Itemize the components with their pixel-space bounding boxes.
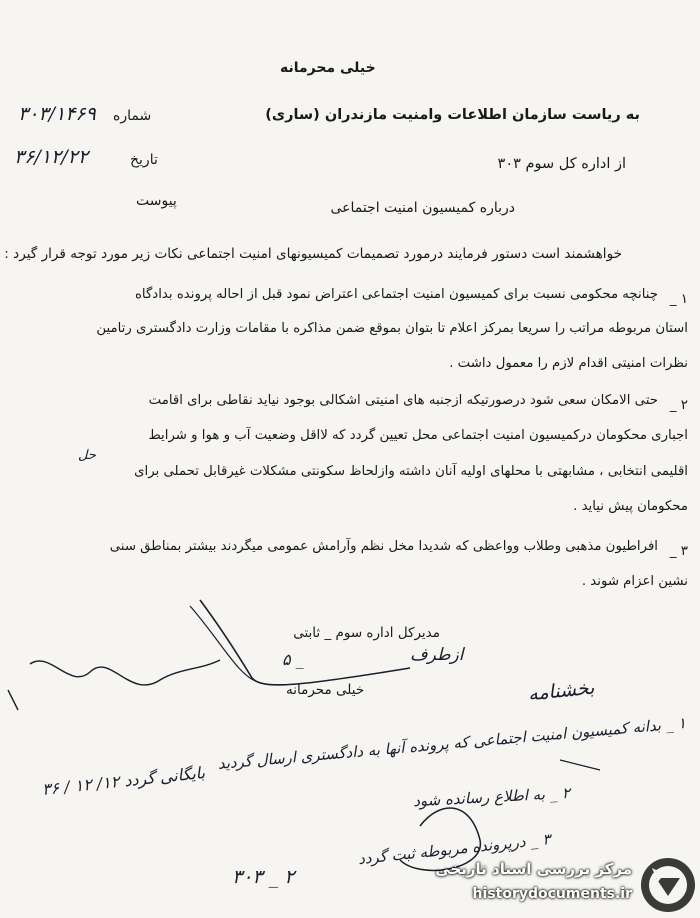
handwritten-note-line-3: ۳ _ درپرونده مربوطه ثبت گردد	[356, 830, 551, 869]
item-2-line-3: اقلیمی انتخابی ، مشابهتی با محلهای اولیه آنان داشته وازلحاظ سکونتی مشکلات غیرقابل تحملی برای	[134, 464, 688, 479]
margin-scribble	[30, 660, 220, 685]
signature-stroke	[200, 600, 410, 685]
signatory-title: مدیرکل اداره سوم _ ثابتی	[293, 625, 440, 641]
item-2-line-1: حتی الامکان سعی شود درصورتیکه ازجنبه های امنیتی اشکالی بوجود نیاید نقاطی برای اقامت	[148, 393, 658, 408]
archive-logo-icon	[638, 856, 698, 914]
watermark-text: مرکز بررسی اسناد تاریخی	[435, 860, 632, 878]
item-3-number: ۳ _	[669, 543, 688, 559]
watermark-url: historydocuments.ir	[472, 886, 632, 902]
date-label: تاریخ	[130, 152, 158, 168]
item-3-line-2: نشین اعزام شوند .	[581, 574, 688, 589]
handwritten-note-line-1: ۱ _ بدانه کمیسیون امنیت اجتماعی که پرونده آنها به دادگستری ارسال گردید	[217, 714, 687, 773]
signature-mark: ۵ _	[282, 650, 304, 669]
item-2-line-2: اجباری محکومان درکمیسیون امنیت اجتماعی محل تعیین گردد که لااقل وضعیت آب و هوا و شرایط	[148, 428, 688, 443]
margin-tick	[8, 690, 18, 710]
date-value: ۳۶/۱۲/۲۲	[14, 146, 89, 168]
attachment-label: پیوست	[136, 193, 177, 209]
handwritten-note-line-2: ۲ _ به اطلاع رسانده شود	[412, 784, 571, 811]
item-2-number: ۲ _	[669, 397, 688, 413]
number-label: شماره	[113, 108, 152, 124]
handwritten-date-scrawl: بایگانی گردد ۱۲/ ۱۲ / ۳۶	[41, 762, 206, 799]
item-1-line-3: نظرات امنیتی اقدام لازم را معمول داشت .	[449, 356, 688, 371]
item-1-number: ۱ _	[669, 291, 688, 307]
sender-line: از اداره کل سوم ۳۰۳	[497, 156, 626, 172]
item-3-line-1: افراطیون مذهبی وطلاب وواعظی که شدیدا مخل نظم وآرامش عمومی میگردند بیشتر بمناطق سنی	[109, 539, 658, 554]
watermark	[402, 856, 698, 916]
item-2-line-4: محکومان پیش نیاید .	[573, 499, 688, 514]
recipient-line: به ریاست سازمان اطلاعات وامنیت مازندران (ساری)	[265, 107, 640, 123]
signature-initials: ازطرف	[410, 645, 464, 665]
item-1-line-2: استان مربوطه مراتب را سریعا بمرکز اعلام تا بتوان بموقع ضمن مذاکره با مقامات وزارت دادگستری رتامین	[96, 321, 688, 336]
item-1-line-1: چنانچه محکومی نسبت برای کمیسیون امنیت اجتماعی اعتراض نمود قبل از احاله پرونده بدادگاه	[134, 287, 658, 302]
classification-footer: خیلی محرمانه	[286, 682, 365, 698]
subject-line: درباره کمیسیون امنیت اجتماعی	[330, 200, 515, 216]
dash-stroke	[560, 760, 600, 770]
intro-paragraph: خواهشمند است دستور فرمایند درمورد تصمیمات کمیسیونهای امنیت اجتماعی نکات زیر مورد توجه قرار گیرد :	[4, 246, 622, 262]
classification-header: خیلی محرمانه	[280, 60, 376, 76]
handwritten-code-scrawl: ۳۰۳ _ ۲	[232, 866, 295, 888]
handwritten-note-heading: بخشنامه	[527, 676, 596, 706]
item-2-handwritten-insert: حل	[78, 448, 96, 463]
number-value: ۳۰۳/۱۴۶۹	[18, 103, 96, 125]
